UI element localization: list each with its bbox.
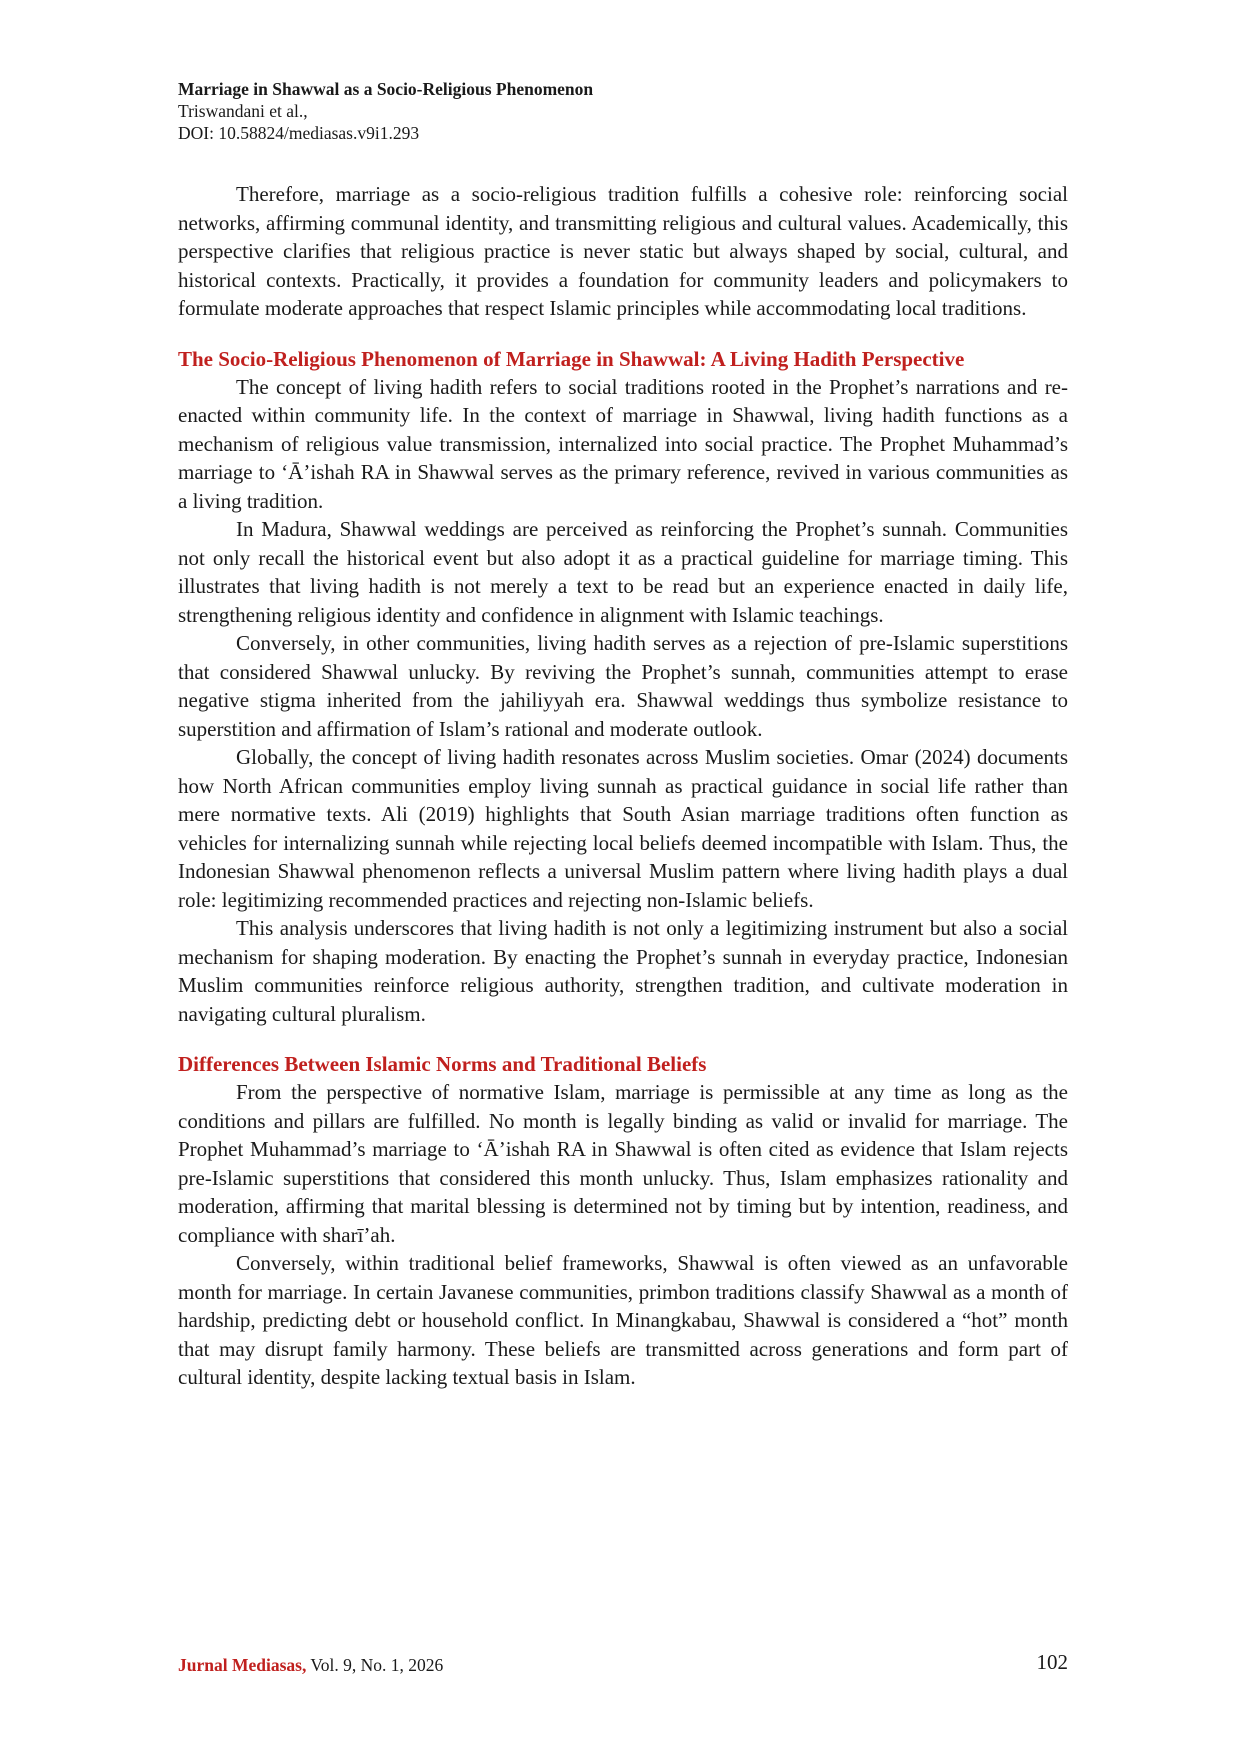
body-paragraph: The concept of living hadith refers to social traditions rooted in the Prophet’s narrations and re-enacted within community life. In the context of marriage in Shawwal, living hadith functions as a mechanism of religious value transmission, internalized into social practice. The Prophet Muhammad’s marriage to ‘Ā’ishah RA in Shawwal serves as the primary reference, revived in various communities as a living tradition. [178, 374, 1068, 513]
running-header [178, 78, 1078, 144]
body-paragraph: Conversely, within traditional belief frameworks, Shawwal is often viewed as an unfavorable month for marriage. In certain Javanese communities, primbon traditions classify Shawwal as a month of hardship, predicting debt or household conflict. In Minangkabau, Shawwal is considered a “hot” month that may disrupt family harmony. These beliefs are transmitted across generations and form part of cultural identity, despite lacking textual basis in Islam. [178, 1251, 1068, 1389]
section-heading-living-hadith: The Socio-Religious Phenomenon of Marriage in Shawwal: A Living Hadith Perspective [178, 346, 965, 371]
article-body [178, 180, 1068, 1392]
running-title: Marriage in Shawwal as a Socio-Religious Phenomenon [178, 79, 594, 99]
page-footer [178, 1650, 1068, 1676]
body-paragraph: In Madura, Shawwal weddings are perceived as reinforcing the Prophet’s sunnah. Communities not only recall the historical event but also adopt it as a practical guideline for marriage timing. This illustrates that living hadith is not merely a text to be read but an experience enacted in daily life, strengthening religious identity and confidence in alignment with Islamic teachings. [178, 517, 1068, 627]
body-paragraph: This analysis underscores that living hadith is not only a legitimizing instrument but also a social mechanism for shaping moderation. By enacting the Prophet’s sunnah in everyday practice, Indonesian Muslim communities reinforce religious authority, strengthen tradition, and cultivate moderation in navigating cultural pluralism. [178, 916, 1068, 1026]
journal-name: Jurnal Mediasas, [178, 1655, 307, 1675]
journal-volume: Vol. 9, No. 1, 2026 [306, 1655, 444, 1675]
intro-paragraph: Therefore, marriage as a socio-religious tradition fulfills a cohesive role: reinforcing social networks, affirming communal identity, and transmitting religious and cultural values. Academically, this perspective clarifies that religious practice is never static but always shaped by social, cultural, and historical contexts. Practically, it provides a foundation for community leaders and policymakers to formulate moderate approaches that respect Islamic principles while accommodating local traditions. [178, 182, 1068, 320]
section-heading-differences: Differences Between Islamic Norms and Traditional Beliefs [178, 1052, 707, 1076]
page-number: 102 [1036, 1650, 1068, 1674]
body-paragraph: From the perspective of normative Islam, marriage is permissible at any time as long as the conditions and pillars are fulfilled. No month is legally binding as valid or invalid for marriage. The Prophet Muhammad’s marriage to ‘Ā’ishah RA in Shawwal is often cited as evidence that Islam rejects pre-Islamic superstitions that considered this month unlucky. Thus, Islam emphasizes rationality and moderation, affirming that marital blessing is determined not by timing but by intention, readiness, and compliance with sharī’ah. [178, 1080, 1068, 1247]
body-paragraph: Conversely, in other communities, living hadith serves as a rejection of pre-Islamic superstitions that considered Shawwal unlucky. By reviving the Prophet’s sunnah, communities attempt to erase negative stigma inherited from the jahiliyyah era. Shawwal weddings thus symbolize resistance to superstition and affirmation of Islam’s rational and moderate outlook. [178, 631, 1068, 741]
running-authors: Triswandani et al., [178, 101, 308, 121]
body-paragraph: Globally, the concept of living hadith resonates across Muslim societies. Omar (2024) documents how North African communities employ living sunnah as practical guidance in social life rather than mere normative texts. Ali (2019) highlights that South Asian marriage traditions often function as vehicles for internalizing sunnah while rejecting local beliefs deemed incompatible with Islam. Thus, the Indonesian Shawwal phenomenon reflects a universal Muslim pattern where living hadith plays a dual role: legitimizing recommended practices and rejecting non-Islamic beliefs. [178, 745, 1068, 912]
running-doi: DOI: 10.58824/mediasas.v9i1.293 [178, 123, 420, 143]
